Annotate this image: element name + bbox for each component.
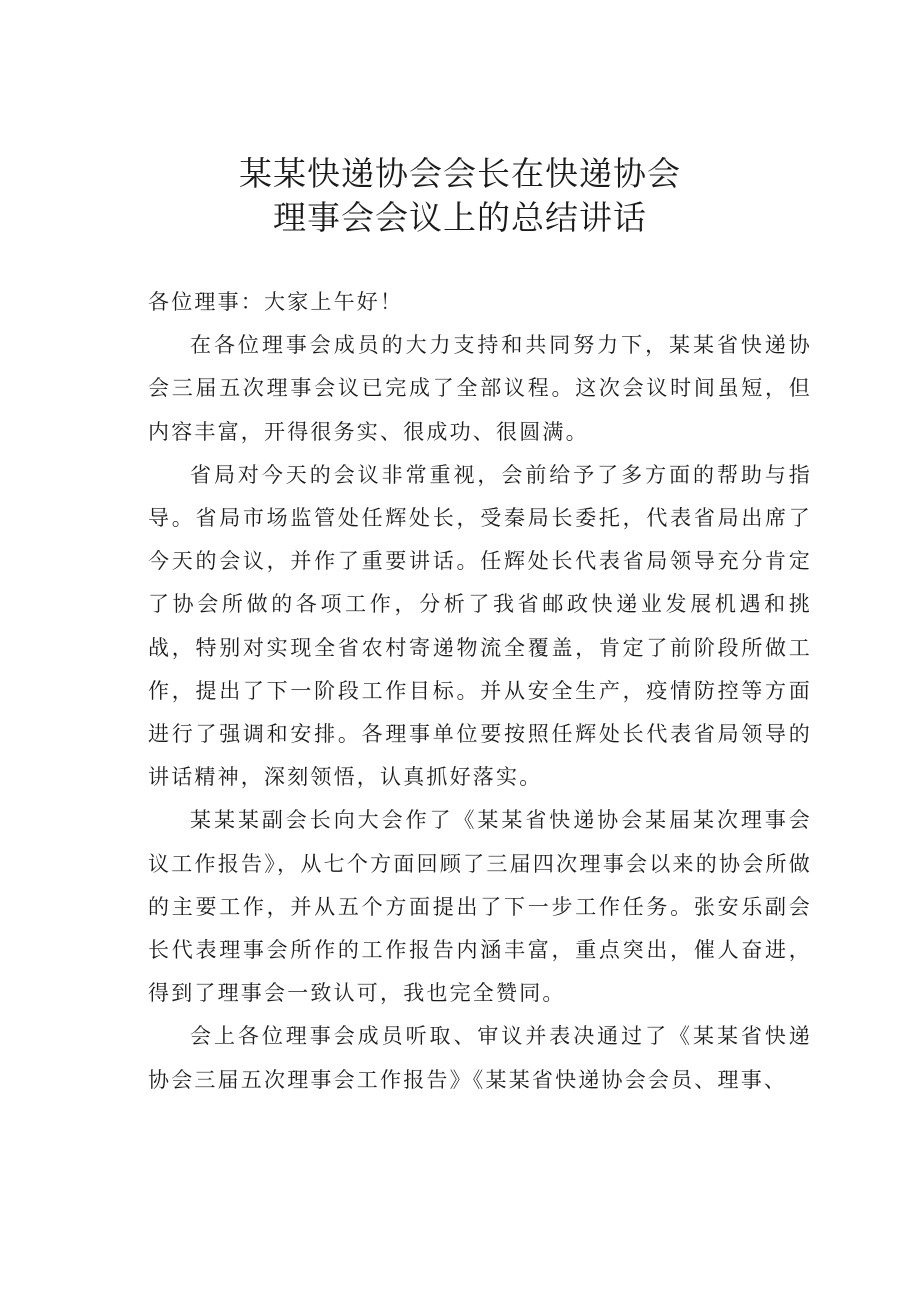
title-line-2: 理事会会议上的总结讲话 bbox=[273, 198, 647, 237]
paragraph-3: 某某某副会长向大会作了《某某省快递协会某届某次理事会议工作报告》，从七个方面回顾了三届四次理事会以来的协会所做的主要工作，并从五个方面提出了下一步工作任务。张安乐副会长代表理事会所作的工作报告内涵丰富，重点突出，催人奋进，得到了理事会一致认可，我也完全赞同。 bbox=[148, 808, 812, 1006]
title-line-1: 某某快递协会会长在快递协会 bbox=[239, 154, 681, 193]
paragraph-4: 会上各位理事会成员听取、审议并表决通过了《某某省快递协会三届五次理事会工作报告》《某某省快递协会会员、理事、 bbox=[148, 1024, 812, 1092]
paragraph-2: 省局对今天的会议非常重视，会前给予了多方面的帮助与指导。省局市场监管处任辉处长，受秦局长委托，代表省局出席了今天的会议，并作了重要讲话。任辉处长代表省局领导充分肯定了协会所做的各项工作，分析了我省邮政快递业发展机遇和挑战，特别对实现全省农村寄递物流全覆盖，肯定了前阶段所做工作，提出了下一阶段工作目标。并从安全生产，疫情防控等方面进行了强调和安排。各理事单位要按照任辉处长代表省局领导的讲话精神，深刻领悟，认真抓好落实。 bbox=[148, 462, 812, 790]
paragraph-1: 在各位理事会成员的大力支持和共同努力下，某某省快递协会三届五次理事会议已完成了全部议程。这次会议时间虽短，但内容丰富，开得很务实、很成功、很圆满。 bbox=[148, 333, 812, 444]
document-title bbox=[0, 152, 920, 240]
document-body bbox=[148, 281, 812, 1102]
greeting: 各位理事：大家上午好！ bbox=[148, 290, 404, 314]
